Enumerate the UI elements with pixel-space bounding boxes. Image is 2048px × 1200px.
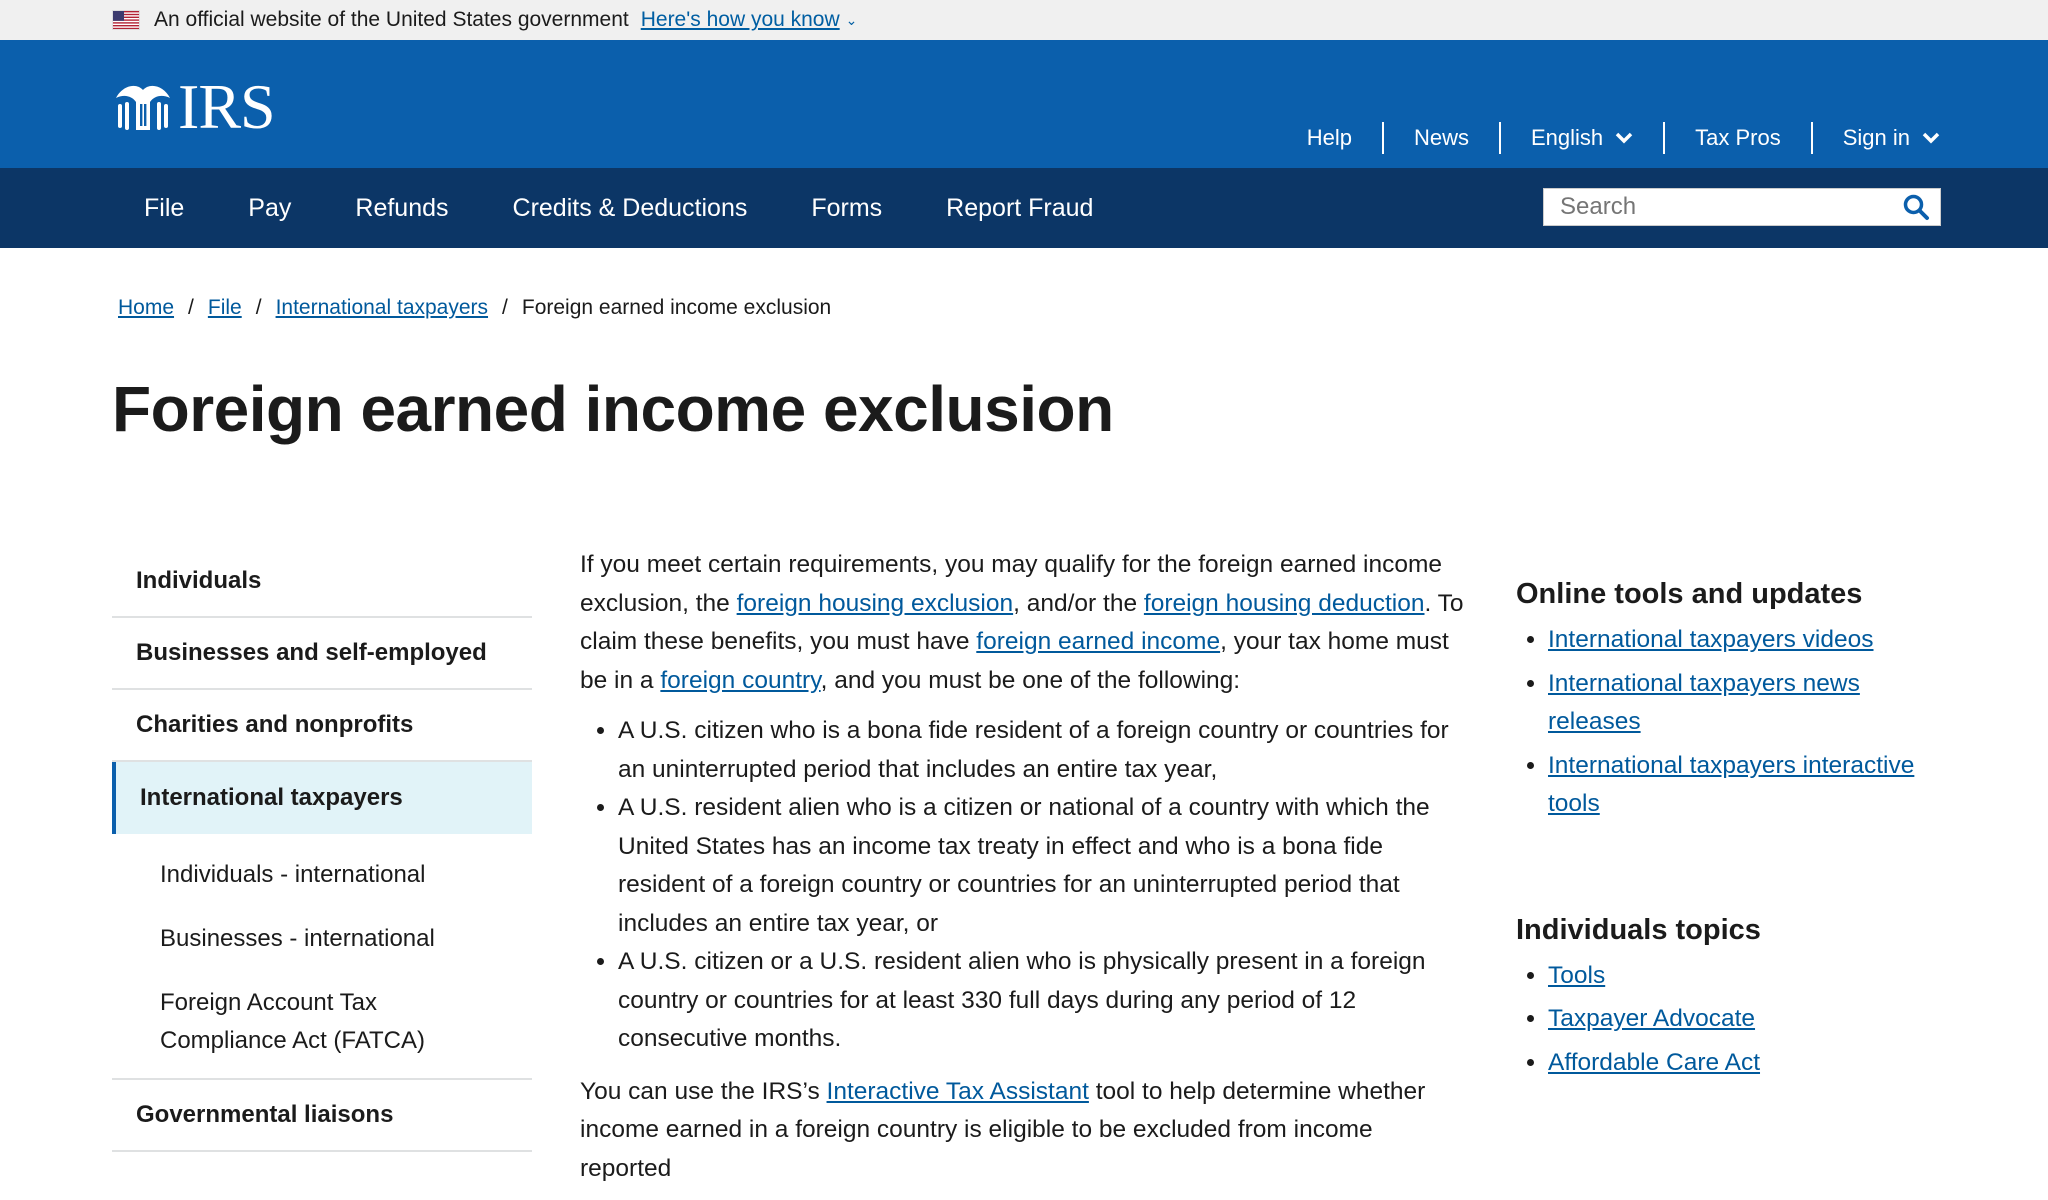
help-link[interactable] xyxy=(1277,122,1382,154)
utility-nav xyxy=(1277,122,1940,154)
sign-in-dropdown[interactable] xyxy=(1811,122,1940,154)
list-item xyxy=(1548,957,1946,996)
eagle-icon xyxy=(112,78,174,136)
sidebar-item-businesses[interactable]: Businesses and self-employed xyxy=(112,618,532,690)
sidebar-subitem-fatca[interactable]: Foreign Account Tax Compliance Act (FATCA) xyxy=(112,974,532,1080)
news-link[interactable] xyxy=(1382,122,1499,154)
list-item: • A U.S. citizen or a U.S. resident alien who is physically present in a foreign country or countries for at least 330 full days during any period of 12 consecutive months. xyxy=(618,943,1470,1059)
breadcrumb-current: Foreign earned income exclusion xyxy=(521,296,832,319)
gov-banner xyxy=(0,0,2048,40)
intro-text: , your tax home must be in a xyxy=(580,628,1449,694)
foreign-earned-income-link[interactable]: foreign earned income xyxy=(976,628,1221,655)
list-item xyxy=(1548,747,1946,824)
individuals-topics-heading: Individuals topics xyxy=(1516,913,1761,946)
sidebar-subitem-individuals-international[interactable]: Individuals - international xyxy=(160,861,426,888)
nav-credits-deductions[interactable]: Credits & Deductions xyxy=(512,193,748,222)
irs-logo[interactable] xyxy=(112,71,275,142)
online-tools-heading: Online tools and updates xyxy=(1516,578,1863,610)
taxpayer-advocate-link[interactable]: Taxpayer Advocate xyxy=(1548,1005,1756,1032)
requirements-list xyxy=(580,712,1470,1059)
intro-text: , and you must be one of the following: xyxy=(820,666,1241,694)
individuals-topics-list xyxy=(1516,957,1946,1083)
sidebar-item-charities[interactable]: Charities and nonprofits xyxy=(112,690,532,762)
heres-how-you-know-link[interactable]: Here's how you know xyxy=(640,8,840,31)
nav-pay[interactable]: Pay xyxy=(248,193,292,222)
search-box xyxy=(1543,188,1941,226)
main-content xyxy=(580,546,1470,1200)
sidebar-item-governmental-liaisons[interactable]: Governmental liaisons xyxy=(112,1080,532,1152)
chevron-down-icon[interactable]: ⌄ xyxy=(845,11,858,28)
breadcrumb xyxy=(118,296,831,320)
search-input[interactable] xyxy=(1544,188,1902,226)
right-sidebar xyxy=(1516,578,1946,1087)
sign-in-label: Sign in xyxy=(1842,125,1910,150)
breadcrumb-file[interactable]: File xyxy=(207,296,242,319)
foreign-housing-exclusion-link[interactable]: foreign housing exclusion xyxy=(736,589,1014,617)
ita-text: You can use the IRS’s xyxy=(580,1077,827,1105)
individuals-topics-block xyxy=(1516,914,1946,1083)
list-item xyxy=(1548,621,1946,660)
intro-text: . To claim these benefits, you must have xyxy=(580,589,1464,655)
tax-pros-label: Tax Pros xyxy=(1695,125,1781,150)
list-item xyxy=(1548,665,1946,742)
intro-text: If you meet certain requirements, you may qualify for the foreign earned income exclusion, the xyxy=(580,551,1443,617)
intro-text: , and/or the xyxy=(1013,589,1144,617)
news-label: News xyxy=(1413,125,1469,150)
sidebar-item-individuals[interactable]: Individuals xyxy=(112,546,532,618)
international-taxpayers-videos-link[interactable]: International taxpayers videos xyxy=(1548,626,1874,653)
list-item: • A U.S. resident alien who is a citizen or national of a country with which the United States has an income tax treaty in effect and who is a bona fide resident of a foreign country or countries for an uninterrupted period that includes an entire tax year, or xyxy=(618,789,1470,943)
online-tools-list xyxy=(1516,621,1946,824)
list-item xyxy=(1548,1000,1946,1039)
intro-paragraph xyxy=(580,546,1470,700)
international-taxpayers-tools-link[interactable]: International taxpayers interactive tools xyxy=(1548,751,1915,817)
chevron-down-icon xyxy=(1615,132,1633,144)
language-dropdown[interactable] xyxy=(1499,122,1663,154)
chevron-down-icon xyxy=(1922,132,1940,144)
sidebar-subitem-businesses-international[interactable]: Businesses - international xyxy=(160,925,435,952)
interactive-tax-assistant-link[interactable]: Interactive Tax Assistant xyxy=(826,1077,1089,1105)
search-icon[interactable] xyxy=(1902,193,1930,221)
breadcrumb-separator: / xyxy=(255,296,262,319)
breadcrumb-separator: / xyxy=(188,296,194,319)
language-label: English xyxy=(1530,125,1604,150)
breadcrumb-international-taxpayers[interactable]: International taxpayers xyxy=(275,296,489,319)
foreign-country-link[interactable]: foreign country xyxy=(660,666,821,694)
breadcrumb-home[interactable]: Home xyxy=(118,296,175,319)
international-taxpayers-news-link[interactable]: International taxpayers news releases xyxy=(1548,669,1860,735)
nav-forms[interactable]: Forms xyxy=(811,193,883,222)
main-nav xyxy=(0,168,2048,248)
nav-file[interactable]: File xyxy=(144,193,185,222)
us-flag-icon xyxy=(112,10,140,30)
help-label: Help xyxy=(1306,125,1352,150)
ita-text: tool to help determine whether income earned in a foreign country is eligible to be excluded from income reported xyxy=(580,1077,1426,1182)
tools-link[interactable]: Tools xyxy=(1548,961,1606,989)
page-title: Foreign earned income exclusion xyxy=(112,373,1114,445)
gov-banner-text: An official website of the United States government xyxy=(154,8,629,31)
irs-logo-text: IRS xyxy=(178,71,275,142)
affordable-care-act-link[interactable]: Affordable Care Act xyxy=(1548,1048,1761,1076)
breadcrumb-separator: / xyxy=(502,296,508,319)
list-item: • A U.S. citizen who is a bona fide resident of a foreign country or countries for an uninterrupted period that includes an entire tax year, xyxy=(618,712,1470,789)
foreign-housing-deduction-link[interactable]: foreign housing deduction xyxy=(1143,589,1425,617)
tax-pros-link[interactable] xyxy=(1663,122,1811,154)
list-item xyxy=(1548,1044,1946,1083)
nav-refunds[interactable]: Refunds xyxy=(355,193,449,222)
nav-report-fraud[interactable]: Report Fraud xyxy=(946,193,1094,222)
sidebar-nav xyxy=(112,546,532,1152)
site-header xyxy=(0,40,2048,168)
sidebar-item-international-taxpayers[interactable]: International taxpayers xyxy=(112,762,532,834)
ita-paragraph xyxy=(580,1073,1470,1189)
